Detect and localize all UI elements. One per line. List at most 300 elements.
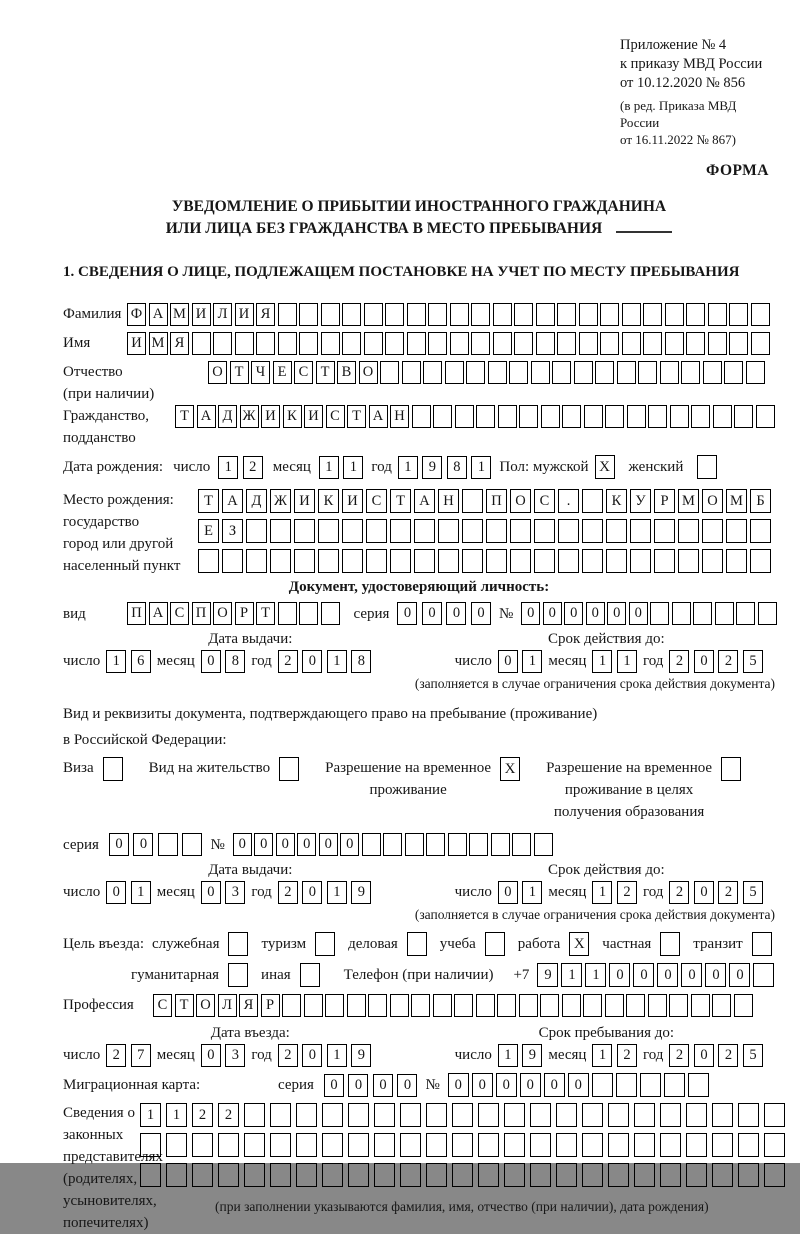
char-box[interactable]	[622, 332, 641, 355]
char-box[interactable]: 2	[278, 881, 298, 904]
char-box[interactable]	[726, 549, 747, 573]
char-box[interactable]	[750, 519, 771, 543]
char-box[interactable]: Б	[750, 489, 771, 513]
char-box[interactable]	[626, 994, 645, 1017]
char-box[interactable]	[562, 994, 581, 1017]
char-box[interactable]: 0	[609, 963, 630, 987]
char-box[interactable]	[166, 1133, 187, 1157]
char-box[interactable]	[703, 361, 722, 384]
char-box[interactable]: 1	[522, 650, 542, 673]
char-box[interactable]	[751, 303, 770, 326]
surname-boxes[interactable]	[127, 303, 770, 326]
birth-place-boxes-1[interactable]	[198, 489, 771, 513]
char-box[interactable]: М	[678, 489, 699, 513]
char-box[interactable]: 0	[472, 1073, 493, 1097]
char-box[interactable]: И	[127, 332, 146, 355]
char-box[interactable]: 1	[561, 963, 582, 987]
char-box[interactable]	[299, 332, 318, 355]
char-box[interactable]	[362, 833, 381, 856]
char-box[interactable]	[282, 994, 301, 1017]
permit-issue-year[interactable]	[278, 881, 372, 904]
char-box[interactable]	[374, 1103, 395, 1127]
char-box[interactable]	[634, 1103, 655, 1127]
char-box[interactable]	[462, 489, 483, 513]
char-box[interactable]: Т	[230, 361, 249, 384]
char-box[interactable]	[665, 332, 684, 355]
char-box[interactable]: 0	[201, 650, 221, 673]
char-box[interactable]: 2	[669, 881, 689, 904]
char-box[interactable]	[557, 332, 576, 355]
char-box[interactable]: 0	[629, 602, 648, 625]
char-box[interactable]	[634, 1133, 655, 1157]
char-box[interactable]: 2	[718, 881, 738, 904]
char-box[interactable]	[643, 303, 662, 326]
char-box[interactable]: С	[153, 994, 172, 1017]
char-box[interactable]: К	[318, 489, 339, 513]
char-box[interactable]	[342, 332, 361, 355]
char-box[interactable]	[452, 1163, 473, 1187]
char-box[interactable]: Т	[175, 405, 194, 428]
char-box[interactable]	[426, 833, 445, 856]
char-box[interactable]: 0	[319, 833, 338, 856]
char-box[interactable]: Д	[218, 405, 237, 428]
char-box[interactable]: Т	[347, 405, 366, 428]
char-box[interactable]	[452, 1133, 473, 1157]
char-box[interactable]: 0	[254, 833, 273, 856]
char-box[interactable]	[734, 405, 753, 428]
representatives-boxes-2[interactable]	[140, 1133, 785, 1157]
char-box[interactable]	[514, 303, 533, 326]
char-box[interactable]	[510, 549, 531, 573]
char-box[interactable]	[648, 994, 667, 1017]
char-box[interactable]	[712, 994, 731, 1017]
char-box[interactable]	[438, 549, 459, 573]
char-box[interactable]: О	[510, 489, 531, 513]
char-box[interactable]	[660, 1103, 681, 1127]
char-box[interactable]	[426, 1103, 447, 1127]
char-box[interactable]	[738, 1133, 759, 1157]
char-box[interactable]: И	[304, 405, 323, 428]
char-box[interactable]	[244, 1163, 265, 1187]
char-box[interactable]: С	[326, 405, 345, 428]
char-box[interactable]	[686, 1163, 707, 1187]
char-box[interactable]	[583, 994, 602, 1017]
permit-valid-year[interactable]	[669, 881, 763, 904]
char-box[interactable]: 2	[278, 1044, 298, 1067]
char-box[interactable]	[423, 361, 442, 384]
char-box[interactable]	[630, 549, 651, 573]
char-box[interactable]	[296, 1103, 317, 1127]
char-box[interactable]: 0	[397, 602, 417, 625]
char-box[interactable]: .	[558, 489, 579, 513]
residence-permit-checkbox[interactable]	[279, 757, 299, 781]
char-box[interactable]	[678, 519, 699, 543]
char-box[interactable]: 1	[218, 456, 238, 479]
char-box[interactable]	[414, 549, 435, 573]
char-box[interactable]	[299, 303, 318, 326]
purpose-study-checkbox[interactable]	[485, 932, 505, 956]
char-box[interactable]	[471, 332, 490, 355]
char-box[interactable]: 1	[592, 650, 612, 673]
doc-valid-day[interactable]	[498, 650, 543, 673]
migration-number-boxes[interactable]	[448, 1073, 709, 1097]
char-box[interactable]	[595, 361, 614, 384]
purpose-business-checkbox[interactable]	[407, 932, 427, 956]
char-box[interactable]	[411, 994, 430, 1017]
char-box[interactable]	[462, 519, 483, 543]
char-box[interactable]	[299, 602, 318, 625]
char-box[interactable]	[278, 332, 297, 355]
char-box[interactable]	[552, 361, 571, 384]
char-box[interactable]	[213, 332, 232, 355]
char-box[interactable]	[390, 549, 411, 573]
char-box[interactable]: 0	[729, 963, 750, 987]
char-box[interactable]: Л	[218, 994, 237, 1017]
permit-issue-month[interactable]	[201, 881, 246, 904]
char-box[interactable]: С	[366, 489, 387, 513]
char-box[interactable]: 2	[218, 1103, 239, 1127]
char-box[interactable]: 8	[351, 650, 371, 673]
char-box[interactable]: Т	[256, 602, 275, 625]
char-box[interactable]	[556, 1163, 577, 1187]
char-box[interactable]	[534, 833, 553, 856]
char-box[interactable]	[514, 332, 533, 355]
char-box[interactable]: Р	[235, 602, 254, 625]
char-box[interactable]	[140, 1133, 161, 1157]
char-box[interactable]	[512, 833, 531, 856]
profession-boxes[interactable]	[153, 994, 753, 1017]
char-box[interactable]: О	[702, 489, 723, 513]
char-box[interactable]: 0	[520, 1073, 541, 1097]
char-box[interactable]	[498, 405, 517, 428]
char-box[interactable]	[750, 549, 771, 573]
char-box[interactable]	[342, 549, 363, 573]
char-box[interactable]	[724, 361, 743, 384]
char-box[interactable]	[582, 1103, 603, 1127]
char-box[interactable]	[246, 549, 267, 573]
char-box[interactable]: 1	[343, 456, 363, 479]
edu-permit-checkbox[interactable]	[721, 757, 741, 781]
temp-permit-checkbox[interactable]: X	[500, 757, 520, 781]
char-box[interactable]: 0	[568, 1073, 589, 1097]
char-box[interactable]: 1	[106, 650, 126, 673]
char-box[interactable]	[643, 332, 662, 355]
char-box[interactable]	[746, 361, 765, 384]
char-box[interactable]	[504, 1133, 525, 1157]
char-box[interactable]	[519, 994, 538, 1017]
char-box[interactable]	[530, 1163, 551, 1187]
char-box[interactable]	[669, 994, 688, 1017]
char-box[interactable]: 1	[592, 881, 612, 904]
char-box[interactable]	[244, 1133, 265, 1157]
char-box[interactable]	[616, 1073, 637, 1097]
char-box[interactable]	[235, 332, 254, 355]
char-box[interactable]	[222, 549, 243, 573]
permit-series-boxes[interactable]	[109, 833, 203, 856]
char-box[interactable]: 0	[471, 602, 491, 625]
char-box[interactable]	[270, 519, 291, 543]
char-box[interactable]: М	[149, 332, 168, 355]
char-box[interactable]	[617, 361, 636, 384]
permit-number-boxes[interactable]	[233, 833, 553, 856]
char-box[interactable]	[218, 1133, 239, 1157]
char-box[interactable]: 3	[225, 1044, 245, 1067]
char-box[interactable]: 0	[633, 963, 654, 987]
permit-valid-month[interactable]	[592, 881, 637, 904]
char-box[interactable]	[478, 1163, 499, 1187]
char-box[interactable]: 2	[718, 1044, 738, 1067]
char-box[interactable]: С	[170, 602, 189, 625]
char-box[interactable]: Т	[175, 994, 194, 1017]
char-box[interactable]	[693, 602, 712, 625]
char-box[interactable]	[654, 519, 675, 543]
char-box[interactable]	[428, 303, 447, 326]
char-box[interactable]: 0	[586, 602, 605, 625]
char-box[interactable]	[140, 1163, 161, 1187]
char-box[interactable]	[405, 833, 424, 856]
char-box[interactable]	[681, 361, 700, 384]
char-box[interactable]	[686, 1133, 707, 1157]
char-box[interactable]: Ж	[240, 405, 259, 428]
char-box[interactable]	[366, 549, 387, 573]
char-box[interactable]: Р	[261, 994, 280, 1017]
char-box[interactable]: А	[414, 489, 435, 513]
char-box[interactable]	[471, 303, 490, 326]
char-box[interactable]	[348, 1133, 369, 1157]
char-box[interactable]: К	[283, 405, 302, 428]
char-box[interactable]: М	[170, 303, 189, 326]
patronymic-boxes[interactable]	[208, 361, 765, 384]
char-box[interactable]	[448, 833, 467, 856]
char-box[interactable]: П	[127, 602, 146, 625]
char-box[interactable]	[691, 405, 710, 428]
char-box[interactable]: 0	[543, 602, 562, 625]
char-box[interactable]	[504, 1103, 525, 1127]
char-box[interactable]: 0	[607, 602, 626, 625]
char-box[interactable]: 5	[743, 1044, 763, 1067]
char-box[interactable]	[654, 549, 675, 573]
char-box[interactable]: О	[213, 602, 232, 625]
char-box[interactable]	[433, 994, 452, 1017]
char-box[interactable]: 0	[340, 833, 359, 856]
char-box[interactable]: 1	[398, 456, 418, 479]
char-box[interactable]	[582, 519, 603, 543]
char-box[interactable]	[192, 332, 211, 355]
char-box[interactable]	[450, 303, 469, 326]
char-box[interactable]	[627, 405, 646, 428]
purpose-work-checkbox[interactable]: X	[569, 932, 589, 956]
purpose-humanitarian-checkbox[interactable]	[228, 963, 248, 987]
char-box[interactable]	[734, 994, 753, 1017]
char-box[interactable]	[530, 1103, 551, 1127]
char-box[interactable]: 2	[718, 650, 738, 673]
char-box[interactable]	[270, 549, 291, 573]
char-box[interactable]	[715, 602, 734, 625]
char-box[interactable]	[579, 332, 598, 355]
char-box[interactable]: 2	[617, 1044, 637, 1067]
char-box[interactable]: 0	[694, 881, 714, 904]
char-box[interactable]: 9	[422, 456, 442, 479]
char-box[interactable]	[318, 519, 339, 543]
char-box[interactable]	[579, 303, 598, 326]
char-box[interactable]	[469, 833, 488, 856]
char-box[interactable]: 0	[681, 963, 702, 987]
char-box[interactable]: Я	[170, 332, 189, 355]
char-box[interactable]	[402, 361, 421, 384]
char-box[interactable]: А	[222, 489, 243, 513]
char-box[interactable]: 0	[498, 881, 518, 904]
sex-male-checkbox[interactable]: X	[595, 455, 615, 479]
char-box[interactable]: Д	[246, 489, 267, 513]
char-box[interactable]: О	[196, 994, 215, 1017]
char-box[interactable]	[640, 1073, 661, 1097]
purpose-other-checkbox[interactable]	[300, 963, 320, 987]
char-box[interactable]	[491, 833, 510, 856]
char-box[interactable]: 1	[617, 650, 637, 673]
char-box[interactable]	[712, 1163, 733, 1187]
char-box[interactable]: 5	[743, 881, 763, 904]
birth-place-boxes-2[interactable]	[198, 519, 771, 543]
char-box[interactable]: 0	[422, 602, 442, 625]
doc-valid-year[interactable]	[669, 650, 763, 673]
char-box[interactable]	[270, 1163, 291, 1187]
char-box[interactable]	[686, 332, 705, 355]
char-box[interactable]	[364, 332, 383, 355]
char-box[interactable]	[531, 361, 550, 384]
char-box[interactable]	[729, 332, 748, 355]
char-box[interactable]	[270, 1103, 291, 1127]
char-box[interactable]: 9	[522, 1044, 542, 1067]
char-box[interactable]: 0	[133, 833, 153, 856]
char-box[interactable]	[622, 303, 641, 326]
char-box[interactable]	[438, 519, 459, 543]
char-box[interactable]: 0	[694, 1044, 714, 1067]
char-box[interactable]: О	[359, 361, 378, 384]
char-box[interactable]	[407, 332, 426, 355]
char-box[interactable]: А	[149, 303, 168, 326]
char-box[interactable]: 0	[657, 963, 678, 987]
char-box[interactable]: Ж	[270, 489, 291, 513]
char-box[interactable]: 0	[446, 602, 466, 625]
char-box[interactable]	[702, 519, 723, 543]
char-box[interactable]: П	[192, 602, 211, 625]
char-box[interactable]: 0	[544, 1073, 565, 1097]
char-box[interactable]	[540, 994, 559, 1017]
char-box[interactable]	[712, 1133, 733, 1157]
doc-issue-year[interactable]	[278, 650, 372, 673]
purpose-transit-checkbox[interactable]	[752, 932, 772, 956]
char-box[interactable]	[678, 549, 699, 573]
representatives-boxes-1[interactable]	[140, 1103, 785, 1127]
char-box[interactable]: И	[294, 489, 315, 513]
char-box[interactable]	[296, 1133, 317, 1157]
char-box[interactable]	[708, 303, 727, 326]
doc-issue-month[interactable]	[201, 650, 246, 673]
char-box[interactable]: 0	[302, 1044, 322, 1067]
char-box[interactable]	[608, 1163, 629, 1187]
char-box[interactable]	[348, 1103, 369, 1127]
char-box[interactable]	[322, 1103, 343, 1127]
char-box[interactable]	[729, 303, 748, 326]
char-box[interactable]	[606, 549, 627, 573]
char-box[interactable]	[476, 405, 495, 428]
char-box[interactable]: И	[192, 303, 211, 326]
char-box[interactable]	[562, 405, 581, 428]
char-box[interactable]	[726, 519, 747, 543]
char-box[interactable]	[660, 1133, 681, 1157]
char-box[interactable]: М	[726, 489, 747, 513]
char-box[interactable]	[738, 1103, 759, 1127]
char-box[interactable]: А	[197, 405, 216, 428]
char-box[interactable]	[278, 303, 297, 326]
char-box[interactable]: 0	[348, 1074, 368, 1097]
char-box[interactable]	[466, 361, 485, 384]
permit-valid-day[interactable]	[498, 881, 543, 904]
char-box[interactable]: 0	[373, 1074, 393, 1097]
citizenship-boxes[interactable]	[175, 405, 775, 428]
char-box[interactable]	[600, 332, 619, 355]
char-box[interactable]	[445, 361, 464, 384]
char-box[interactable]: Л	[213, 303, 232, 326]
char-box[interactable]	[348, 1163, 369, 1187]
char-box[interactable]: 2	[278, 650, 298, 673]
char-box[interactable]: Я	[239, 994, 258, 1017]
char-box[interactable]: Т	[390, 489, 411, 513]
char-box[interactable]	[342, 303, 361, 326]
char-box[interactable]	[486, 519, 507, 543]
char-box[interactable]	[322, 1163, 343, 1187]
char-box[interactable]: 8	[447, 456, 467, 479]
char-box[interactable]: 0	[201, 881, 221, 904]
char-box[interactable]	[294, 519, 315, 543]
char-box[interactable]	[582, 549, 603, 573]
char-box[interactable]	[630, 519, 651, 543]
char-box[interactable]: 1	[327, 881, 347, 904]
char-box[interactable]	[455, 405, 474, 428]
char-box[interactable]: 6	[131, 650, 151, 673]
char-box[interactable]: Ф	[127, 303, 146, 326]
char-box[interactable]	[558, 519, 579, 543]
char-box[interactable]: С	[294, 361, 313, 384]
char-box[interactable]: 1	[327, 650, 347, 673]
char-box[interactable]	[582, 489, 603, 513]
char-box[interactable]	[758, 602, 777, 625]
char-box[interactable]: Т	[316, 361, 335, 384]
char-box[interactable]	[488, 361, 507, 384]
char-box[interactable]: 0	[694, 650, 714, 673]
char-box[interactable]: 0	[448, 1073, 469, 1097]
char-box[interactable]	[462, 549, 483, 573]
char-box[interactable]	[400, 1133, 421, 1157]
char-box[interactable]: 9	[351, 1044, 371, 1067]
char-box[interactable]: Н	[390, 405, 409, 428]
char-box[interactable]: 1	[131, 881, 151, 904]
char-box[interactable]: Ч	[251, 361, 270, 384]
char-box[interactable]: 9	[351, 881, 371, 904]
char-box[interactable]	[246, 519, 267, 543]
char-box[interactable]: И	[342, 489, 363, 513]
doc-issue-day[interactable]	[106, 650, 151, 673]
char-box[interactable]	[218, 1163, 239, 1187]
purpose-official-checkbox[interactable]	[228, 932, 248, 956]
char-box[interactable]: О	[208, 361, 227, 384]
char-box[interactable]: 0	[276, 833, 295, 856]
char-box[interactable]	[493, 303, 512, 326]
char-box[interactable]: 1	[498, 1044, 518, 1067]
char-box[interactable]	[664, 1073, 685, 1097]
char-box[interactable]	[304, 994, 323, 1017]
char-box[interactable]	[433, 405, 452, 428]
